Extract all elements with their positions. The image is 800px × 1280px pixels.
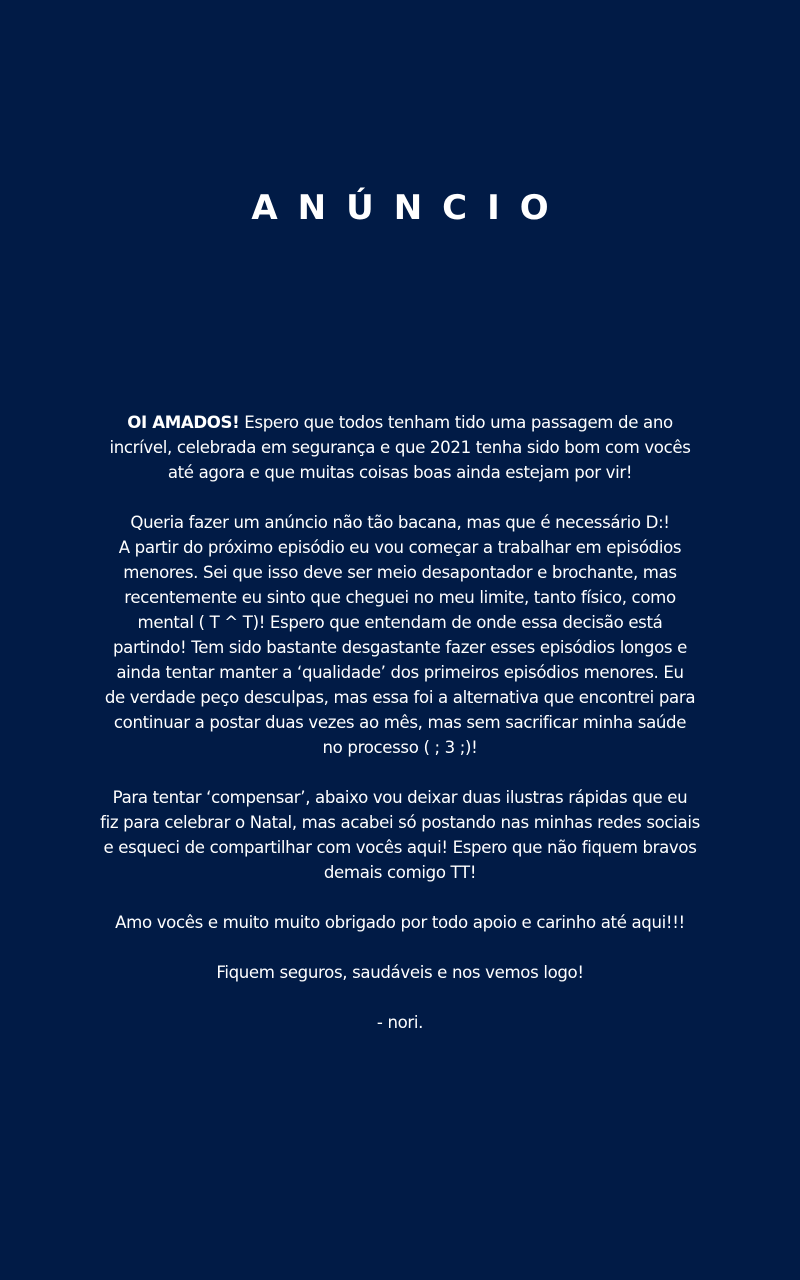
paragraph-line: demais comigo TT! — [323, 863, 477, 882]
announcement-paragraph — [70, 510, 730, 760]
paragraph-gap — [70, 885, 730, 910]
paragraph-line: no processo ( ; 3 ;)! — [322, 738, 478, 757]
paragraph-line: incrível, celebrada em segurança e que 2021 tenha sido bom com vocês — [109, 438, 691, 457]
paragraph-line: recentemente eu sinto que cheguei no meu limite, tanto físico, como — [124, 588, 676, 607]
paragraph-line: e esqueci de compartilhar com vocês aqui! Espero que não fiquem bravos — [103, 838, 697, 857]
paragraph-line: fiz para celebrar o Natal, mas acabei só postando nas minhas redes sociais — [100, 813, 700, 832]
paragraph-line: continuar a postar duas vezes ao mês, mas sem sacrificar minha saúde — [113, 713, 687, 732]
greeting-line-rest: Espero que todos tenham tido uma passagem de ano — [239, 413, 673, 432]
paragraph-line: ainda tentar manter a ‘qualidade’ dos primeiros episódios menores. Eu — [116, 663, 684, 682]
greeting-paragraph — [70, 410, 730, 485]
paragraph-gap — [70, 935, 730, 960]
paragraph-line: partindo! Tem sido bastante desgastante fazer esses episódios longos e — [112, 638, 687, 657]
paragraph-gap — [70, 760, 730, 785]
greeting-line — [70, 410, 730, 435]
paragraph-line: Para tentar ‘compensar’, abaixo vou deixar duas ilustras rápidas que eu — [112, 788, 688, 807]
signature: - nori. — [376, 1013, 424, 1032]
paragraph-line: A partir do próximo episódio eu vou começar a trabalhar em episódios — [118, 538, 682, 557]
greeting-bold: OI AMADOS! — [127, 413, 240, 432]
paragraph-line: até agora e que muitas coisas boas ainda estejam por vir! — [167, 463, 633, 482]
paragraph-line: de verdade peço desculpas, mas essa foi a alternativa que encontrei para — [104, 688, 696, 707]
announcement-body — [70, 410, 730, 1035]
paragraph-line: menores. Sei que isso deve ser meio desapontador e brochante, mas — [123, 563, 677, 582]
compensation-paragraph — [70, 785, 730, 885]
paragraph-line: Queria fazer um anúncio não tão bacana, mas que é necessário D:! — [130, 513, 670, 532]
paragraph-gap — [70, 985, 730, 1010]
page-title: ANÚNCIO — [251, 188, 569, 228]
paragraph-gap — [70, 485, 730, 510]
farewell-paragraph: Fiquem seguros, saudáveis e nos vemos logo! — [216, 963, 584, 982]
thanks-paragraph: Amo vocês e muito muito obrigado por todo apoio e carinho até aqui!!! — [115, 913, 685, 932]
paragraph-line: mental ( T ^ T)! Espero que entendam de onde essa decisão está — [137, 613, 663, 632]
